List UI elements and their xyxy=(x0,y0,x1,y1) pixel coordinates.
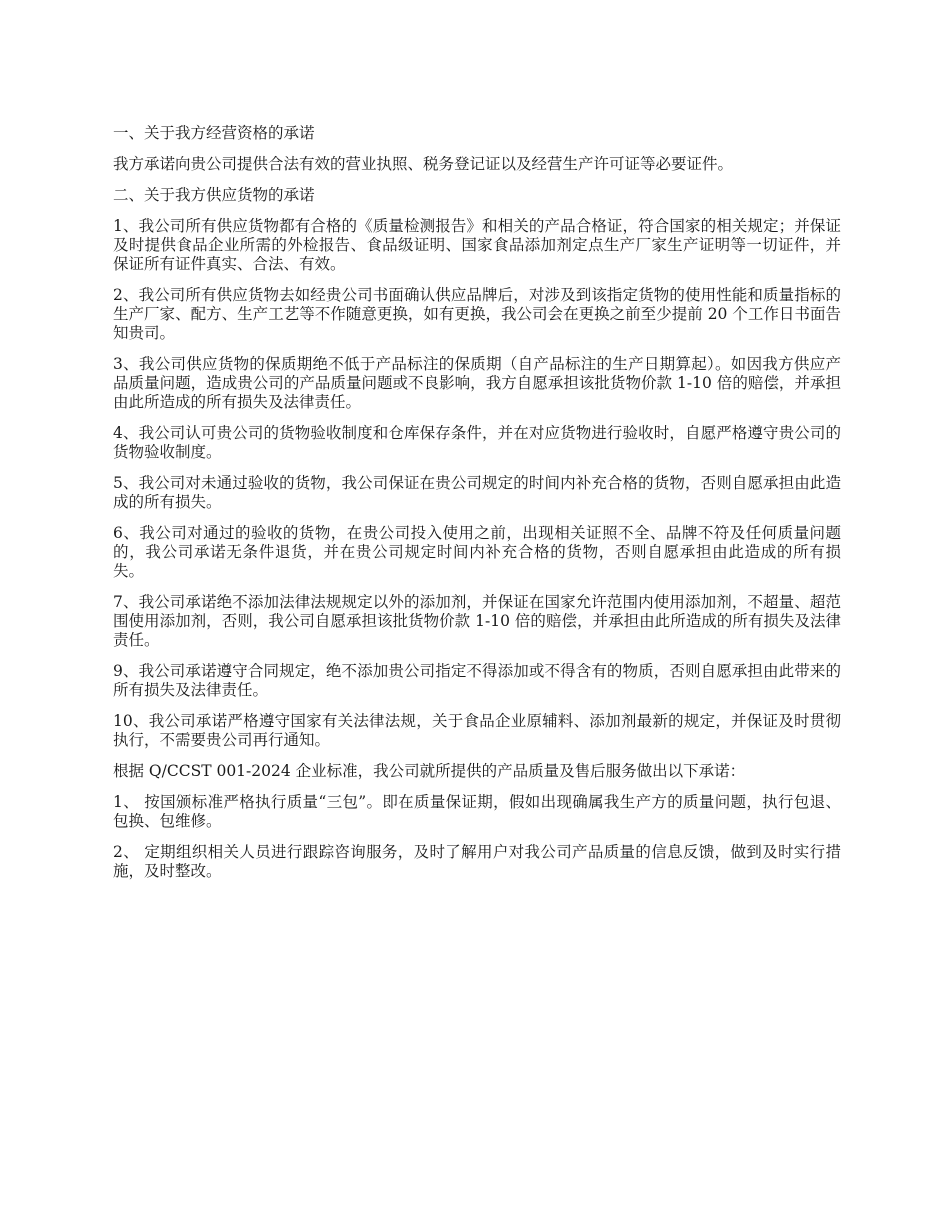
clause-9: 9、我公司承诺遵守合同规定，绝不添加贵公司指定不得添加或不得含有的物质，否则自愿承担由此带来的所有损失及法律责任。 xyxy=(113,662,841,699)
service-item-2: 2、 定期组织相关人员进行跟踪咨询服务，及时了解用户对我公司产品质量的信息反馈，做到及时实行措施，及时整改。 xyxy=(113,843,841,880)
clause-5: 5、我公司对未通过验收的货物，我公司保证在贵公司规定的时间内补充合格的货物，否则自愿承担由此造成的所有损失。 xyxy=(113,474,841,511)
clause-7: 7、我公司承诺绝不添加法律法规规定以外的添加剂，并保证在国家允许范围内使用添加剂，不超量、超范围使用添加剂，否则，我公司自愿承担该批货物价款 1-10 倍的赔偿，并承担由此所造成的所有损失及法律责任。 xyxy=(113,593,841,649)
section-heading-supply: 二、关于我方供应货物的承诺 xyxy=(113,186,315,204)
clause-1: 1、我公司所有供应货物都有合格的《质量检测报告》和相关的产品合格证，符合国家的相关规定；并保证及时提供食品企业所需的外检报告、食品级证明、国家食品添加剂定点生产厂家生产证明等一切证件，并保证所有证件真实、合法、有效。 xyxy=(113,217,841,273)
clause-10: 10、我公司承诺严格遵守国家有关法律法规，关于食品企业原辅料、添加剂最新的规定，并保证及时贯彻执行，不需要贵公司再行通知。 xyxy=(113,712,841,749)
clause-6: 6、我公司对通过的验收的货物，在贵公司投入使用之前，出现相关证照不全、品牌不符及任何质量问题的，我公司承诺无条件退货，并在贵公司规定时间内补充合格的货物，否则自愿承担由此造成的所有损失。 xyxy=(113,524,841,580)
section-heading-qualification: 一、关于我方经营资格的承诺 xyxy=(113,124,315,142)
service-item-1: 1、 按国颁标准严格执行质量“三包”。即在质量保证期，假如出现确属我生产方的质量问题，执行包退、包换、包维修。 xyxy=(113,793,841,830)
standard-intro: 根据 Q/CCST 001-2024 企业标准，我公司就所提供的产品质量及售后服务做出以下承诺： xyxy=(113,762,746,780)
paragraph-license-commitment: 我方承诺向贵公司提供合法有效的营业执照、税务登记证以及经营生产许可证等必要证件。 xyxy=(113,155,734,173)
clause-3: 3、我公司供应货物的保质期绝不低于产品标注的保质期（自产品标注的生产日期算起）。如因我方供应产品质量问题，造成贵公司的产品质量问题或不良影响，我方自愿承担该批货物价款 1-10 倍的赔偿，并承担由此所造成的所有损失及法律责任。 xyxy=(113,355,841,411)
clause-4: 4、我公司认可贵公司的货物验收制度和仓库保存条件，并在对应货物进行验收时，自愿严格遵守贵公司的货物验收制度。 xyxy=(113,424,841,461)
document-body xyxy=(113,124,841,893)
clause-2: 2、我公司所有供应货物去如经贵公司书面确认供应品牌后，对涉及到该指定货物的使用性能和质量指标的生产厂家、配方、生产工艺等不作随意更换，如有更换，我公司会在更换之前至少提前 20 个工作日书面告知贵司。 xyxy=(113,286,841,342)
